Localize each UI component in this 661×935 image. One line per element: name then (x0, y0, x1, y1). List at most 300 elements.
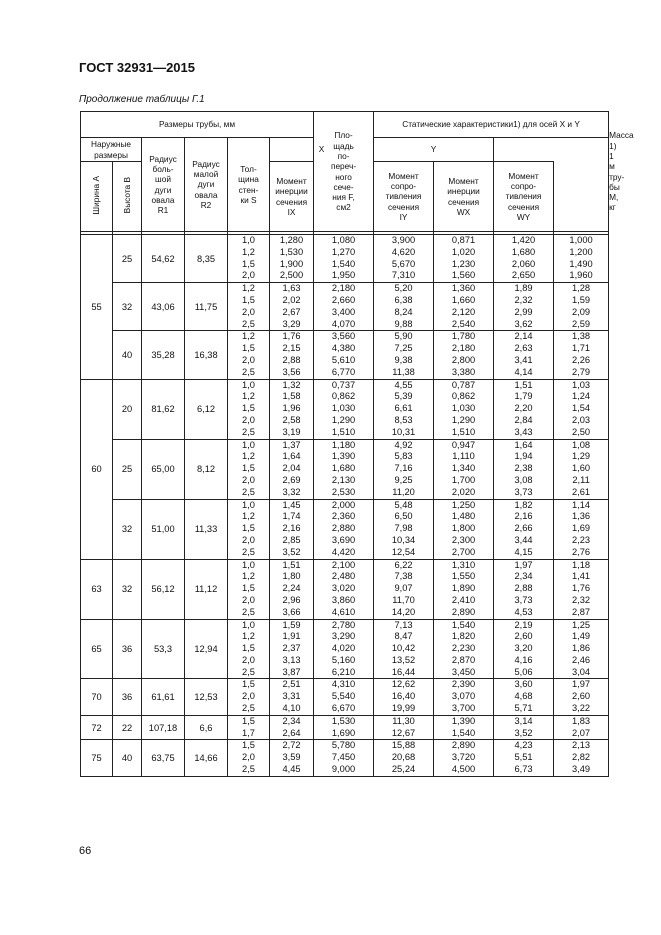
inertia-y-cell (434, 283, 494, 331)
table-row (81, 235, 609, 283)
area-cell (270, 439, 314, 499)
resistance-x-cell (374, 559, 434, 619)
header-static-characteristics: Статические характеристики1) для осей X и Y (374, 112, 609, 138)
resistance-y-cell (494, 439, 554, 499)
value: 15,88 (391, 740, 416, 751)
value: 0,862 (451, 391, 476, 402)
value: 1,36 (572, 511, 591, 522)
header-line: WX (456, 206, 471, 217)
value: 2,650 (511, 270, 536, 281)
mass-cell (554, 283, 609, 331)
header-line: шой (155, 174, 171, 185)
value: 2,660 (331, 294, 356, 305)
header-line: ния F, (332, 192, 355, 203)
value: 1,360 (451, 283, 476, 294)
value: 1,660 (451, 294, 476, 305)
value: 1,510 (451, 426, 476, 437)
section-properties-table: Размеры трубы, мм Пло- щадь по- переч- ного сече- ния F, см2 Статические характеристики1) для осей X и Y Масса 1) 1 м тру- бы M, кг Наружные размеры Радиус боль- шой дуги овала R1 Радиус малой дуги овала R2 Тол- щина стен- ки S X Y Ширина A Высота B Момент инерции сечения IX Момент сопро- тивления сечения IY Момент инерции сечения WX Момент сопро- тивления сечения WY 55 25 54,62 8,35 1,0 1,2 1,5 2,0 1,280 1,530 1,900 2,500 1,080 1,270 1,540 1,950 3,900 4,620 5,670 7,310 0,871 1,020 1,230 1,560 1,420 1,680 2,060 2,650 1,000 1,200 1,490 1,960 32 43,06 11,75 1,2 1,5 2,0 2,5 1,63 2,02 2,67 3,29 2,180 2,660 3,400 4,070 5,20 6,38 8,24 9,88 1,360 1,660 2,120 2,540 1,89 2,32 2,99 3,62 1,28 1,59 2,09 2,59 40 35,28 16,38 1,2 1,5 2,0 2,5 1,76 2,15 2,88 3,56 3,560 4,380 5,610 6,770 5,90 7,25 9,38 11,38 1,780 2,180 2,800 3,380 2,14 2,63 3,41 4,14 1,38 1,71 2,26 2,79 60 20 81,62 6,12 1,0 1,2 1,5 2,0 2,5 1,32 1,58 1,96 2,58 3,19 0,737 0,862 1,030 1,290 1,510 4,55 5,39 6,61 8,53 10,31 0,787 0,862 1,030 1,290 1,510 1,51 1,79 2,20 2,84 3,43 1,03 1,24 1,54 2,03 2,50 25 65,00 8,12 1,0 1,2 1,5 2,0 2,5 1,37 1,64 2,04 2,69 3,32 1,180 1,390 1,680 2,130 2,530 4,92 5,83 7,16 9,25 11,20 0,947 1,110 1,340 1,700 2,020 1,64 1,94 2,38 3,08 3,73 1,08 1,29 1,60 2,11 2,61 32 51,00 11,33 1,0 1,2 1,5 2,0 2,5 1,45 1,74 2,16 2,85 3,52 2,000 2,360 2,880 3,690 4,420 5,48 6,50 7,98 10,34 12,54 1,250 1,480 1,800 2,300 2,700 1,82 2,16 2,66 3,44 4,15 1,14 1,36 1,69 2,23 2,76 63 32 56,12 11,12 1,0 1,2 1,5 2,0 2,5 1,51 1,80 2,24 2,96 3,66 2,100 2,480 3,020 3,860 4,610 6,22 7,38 9,07 11,70 14,20 1,310 1,550 1,890 2,410 2,890 1,97 2,34 2,88 3,73 4,53 1,18 1,41 1,76 2,32 2,87 65 36 53,3 12,94 1,0 1,2 1,5 2,0 2,5 1,59 1,91 2,37 3,13 3,87 2,780 3,290 4,020 5,160 6,210 7,13 8,47 10,42 13,52 16,44 1,540 1,820 2,230 2,870 3,450 2,19 2,60 3,20 4,16 5,06 1,25 1,49 1,86 2,46 3,04 70 36 61,61 12,53 1,5 2,0 2,5 2,51 3,31 4,10 4,310 5,540 6,670 12,62 16,40 19,99 2,390 3,070 3,700 3,60 4,68 5,71 1,97 2,60 3,22 72 22 107,18 6,6 1,5 1,7 2,34 2,64 1,530 1,690 11,30 12,67 1,390 1,540 3,14 3,52 1,83 2,07 75 40 63,75 14,66 1,5 2,0 2,5 2,72 3,59 4,45 5,780 7,450 9,000 15,88 20,68 25,24 2,890 3,720 4,500 4,23 5,51 6,73 2,13 2,82 3,49 (80, 111, 609, 777)
width-cell: 63 (81, 559, 113, 619)
value: 1,960 (569, 270, 593, 281)
inertia-y-cell (434, 331, 494, 379)
value: 1,58 (282, 391, 301, 402)
header-radius-small (185, 138, 228, 232)
value: 3,04 (572, 666, 591, 677)
resistance-x-cell (374, 740, 434, 776)
inertia-y-cell (434, 559, 494, 619)
value: 2,0 (242, 691, 255, 702)
value: 1,2 (242, 331, 255, 342)
value: 1,97 (514, 559, 533, 570)
value: 1,59 (282, 619, 301, 630)
header-height: Высота B (113, 162, 142, 232)
value: 3,31 (282, 691, 301, 702)
value: 10,34 (391, 534, 416, 545)
height-cell: 36 (113, 619, 142, 679)
value: 1,76 (282, 331, 301, 342)
value: 1,32 (282, 379, 301, 390)
value: 2,800 (451, 354, 476, 365)
header-line: сечения (387, 201, 420, 212)
inertia-x-cell (314, 679, 374, 715)
value: 10,42 (391, 643, 416, 654)
value: 16,44 (391, 666, 416, 677)
area-cell (270, 283, 314, 331)
radius-big-cell: 53,3 (142, 619, 185, 679)
value: 2,870 (451, 654, 476, 665)
value: 2,000 (331, 499, 356, 510)
value: 1,51 (282, 559, 301, 570)
value: 2,60 (572, 691, 591, 702)
header-axis-x: X (270, 138, 374, 162)
table-row (81, 379, 609, 439)
value: 2,76 (572, 546, 591, 557)
value: 1,97 (572, 679, 591, 690)
value: 3,560 (331, 331, 356, 342)
value: 0,862 (331, 391, 356, 402)
value: 4,070 (331, 318, 356, 329)
value: 2,13 (572, 740, 591, 751)
value: 1,69 (572, 523, 591, 534)
value: 2,120 (451, 306, 476, 317)
value: 13,52 (391, 654, 416, 665)
value: 7,98 (394, 523, 413, 534)
resistance-y-cell (494, 619, 554, 679)
value: 1,0 (242, 619, 255, 630)
value: 3,87 (282, 666, 301, 677)
value: 1,5 (242, 294, 255, 305)
value: 1,63 (282, 283, 301, 294)
radius-small-cell: 8,12 (185, 439, 228, 499)
value: 2,060 (511, 258, 536, 269)
table-row (81, 331, 609, 379)
value: 5,83 (394, 451, 413, 462)
value: 2,5 (242, 426, 255, 437)
value: 4,15 (514, 546, 533, 557)
header-line: малой (193, 169, 219, 180)
value: 1,08 (572, 439, 591, 450)
mass-cell (554, 679, 609, 715)
value: 3,690 (331, 534, 356, 545)
value: 4,500 (451, 764, 476, 775)
header-line: Тол- (240, 163, 257, 174)
value: 11,20 (392, 486, 415, 497)
value: 3,60 (514, 679, 533, 690)
thickness-cell (228, 439, 270, 499)
value: 1,5 (242, 523, 255, 534)
width-cell: 72 (81, 715, 113, 740)
value: 2,890 (451, 740, 476, 751)
value: 1,290 (451, 414, 476, 425)
value: 2,09 (572, 306, 591, 317)
table-row (81, 715, 609, 740)
header-line: переч- (330, 161, 357, 172)
value: 7,25 (394, 343, 413, 354)
header-line: по- (337, 150, 350, 161)
table-row (81, 559, 609, 619)
value: 2,61 (572, 486, 591, 497)
value: 1,310 (451, 559, 476, 570)
value: 1,76 (572, 583, 591, 594)
value: 1,950 (331, 270, 356, 281)
header-line: Момент (448, 175, 479, 186)
value: 1,890 (451, 583, 476, 594)
value: 1,37 (282, 439, 301, 450)
height-cell: 20 (113, 379, 142, 439)
value: 1,51 (514, 379, 533, 390)
value: 2,04 (282, 463, 301, 474)
value: 1,5 (242, 740, 255, 751)
value: 1,24 (572, 391, 591, 402)
value: 8,24 (394, 306, 413, 317)
header-moment-resistance-x (374, 162, 434, 232)
value: 2,24 (282, 583, 301, 594)
value: 7,310 (391, 270, 416, 281)
table-row (81, 679, 609, 715)
value: 2,500 (279, 270, 304, 281)
value: 1,38 (572, 331, 591, 342)
value: 1,7 (242, 727, 255, 738)
value: 12,62 (391, 679, 416, 690)
value: 6,73 (514, 764, 533, 775)
value: 9,38 (394, 354, 413, 365)
value: 2,26 (572, 354, 591, 365)
value: 4,10 (282, 703, 301, 714)
header-line: сопро- (510, 181, 537, 192)
value: 7,13 (394, 619, 413, 630)
header-pipe-sizes: Размеры трубы, мм (81, 112, 314, 138)
header-line: инерции (447, 186, 480, 197)
value: 3,19 (282, 426, 301, 437)
radius-small-cell: 16,38 (185, 331, 228, 379)
value: 1,91 (282, 631, 301, 642)
inertia-x-cell (314, 715, 374, 740)
value: 3,49 (572, 764, 591, 775)
value: 1,74 (282, 511, 301, 522)
document-code: ГОСТ 32931—2015 (79, 60, 195, 75)
mass-cell (554, 235, 609, 283)
value: 1,030 (451, 403, 476, 414)
value: 2,5 (242, 486, 255, 497)
value: 3,860 (331, 594, 356, 605)
value: 1,82 (514, 499, 533, 510)
header-moment-inertia-x (270, 162, 314, 232)
resistance-x-cell (374, 379, 434, 439)
area-cell (270, 740, 314, 776)
value: 2,87 (572, 606, 591, 617)
height-cell: 25 (113, 439, 142, 499)
value: 2,16 (282, 523, 301, 534)
value: 2,82 (572, 752, 591, 763)
radius-small-cell: 14,66 (185, 740, 228, 776)
value: 2,360 (331, 511, 356, 522)
value: 1,030 (331, 403, 356, 414)
resistance-y-cell (494, 499, 554, 559)
value: 6,61 (394, 403, 413, 414)
value: 10,31 (391, 426, 416, 437)
height-cell: 32 (113, 283, 142, 331)
resistance-y-cell (494, 331, 554, 379)
value: 2,020 (451, 486, 476, 497)
value: 2,0 (242, 306, 255, 317)
value: 1,800 (451, 523, 476, 534)
table-row (81, 740, 609, 776)
header-line: ного (335, 171, 352, 182)
value: 4,310 (331, 679, 356, 690)
area-cell (270, 559, 314, 619)
value: 2,85 (282, 534, 301, 545)
mass-cell (554, 619, 609, 679)
value: 1,270 (331, 246, 356, 257)
value: 7,450 (331, 752, 356, 763)
value: 1,25 (572, 619, 591, 630)
value: 2,34 (282, 715, 301, 726)
value: 14,20 (391, 606, 416, 617)
value: 11,70 (392, 594, 415, 605)
area-cell (270, 331, 314, 379)
value: 2,66 (514, 523, 533, 534)
resistance-y-cell (494, 379, 554, 439)
value: 3,13 (282, 654, 301, 665)
value: 2,5 (242, 318, 255, 329)
mass-cell (554, 439, 609, 499)
radius-big-cell: 63,75 (142, 740, 185, 776)
radius-big-cell: 107,18 (142, 715, 185, 740)
header-line: IX (287, 206, 296, 217)
thickness-cell (228, 619, 270, 679)
value: 4,14 (514, 366, 533, 377)
value: 3,14 (514, 715, 533, 726)
resistance-x-cell (374, 715, 434, 740)
value: 2,72 (282, 740, 301, 751)
value: 1,64 (282, 451, 301, 462)
resistance-x-cell (374, 679, 434, 715)
area-cell (270, 499, 314, 559)
value: 3,52 (514, 727, 533, 738)
value: 2,880 (331, 523, 356, 534)
value: 3,400 (331, 306, 356, 317)
resistance-y-cell (494, 740, 554, 776)
width-cell: 75 (81, 740, 113, 776)
inertia-y-cell (434, 439, 494, 499)
header-line: дуги (197, 179, 215, 190)
value: 2,38 (514, 463, 533, 474)
thickness-cell (228, 559, 270, 619)
value: 3,62 (514, 318, 533, 329)
value: 6,50 (394, 511, 413, 522)
value: 1,420 (511, 235, 536, 245)
value: 3,32 (282, 486, 301, 497)
value: 1,690 (331, 727, 356, 738)
value: 2,07 (572, 727, 591, 738)
header-line: Момент (508, 170, 539, 181)
value: 2,88 (514, 583, 533, 594)
thickness-cell (228, 679, 270, 715)
radius-small-cell: 12,94 (185, 619, 228, 679)
value: 1,5 (242, 583, 255, 594)
value: 3,73 (514, 594, 533, 605)
value: 1,490 (569, 258, 593, 269)
value: 1,480 (451, 511, 476, 522)
value: 5,610 (331, 354, 356, 365)
header-line: Момент (388, 170, 419, 181)
value: 2,03 (572, 414, 591, 425)
value: 1,79 (514, 391, 533, 402)
radius-big-cell: 35,28 (142, 331, 185, 379)
value: 0,871 (451, 235, 476, 245)
inertia-x-cell (314, 331, 374, 379)
header-line: см2 (336, 202, 351, 213)
value: 1,080 (331, 235, 356, 245)
inertia-y-cell (434, 379, 494, 439)
value: 1,83 (572, 715, 591, 726)
value: 3,56 (282, 366, 301, 377)
value: 1,680 (511, 246, 536, 257)
value: 1,0 (242, 235, 255, 245)
value: 9,000 (331, 764, 356, 775)
value: 1,530 (279, 246, 304, 257)
height-cell: 36 (113, 679, 142, 715)
table-caption: Продолжение таблицы Г.1 (79, 94, 205, 105)
value: 1,86 (572, 643, 591, 654)
value: 1,540 (451, 727, 476, 738)
header-line: ки S (240, 194, 257, 205)
value: 2,5 (242, 546, 255, 557)
value: 2,180 (451, 343, 476, 354)
value: 1,49 (572, 631, 591, 642)
value: 5,90 (394, 331, 413, 342)
value: 4,55 (394, 379, 413, 390)
width-cell: 55 (81, 235, 113, 380)
value: 7,16 (394, 463, 413, 474)
value: 3,20 (514, 643, 533, 654)
value: 1,0 (242, 439, 255, 450)
header-line: тивления (505, 191, 542, 202)
page-number: 66 (79, 845, 92, 857)
value: 2,5 (242, 606, 255, 617)
width-cell: 60 (81, 379, 113, 559)
mass-cell (554, 379, 609, 439)
value: 2,46 (572, 654, 591, 665)
value: 2,64 (282, 727, 301, 738)
value: 2,300 (451, 534, 476, 545)
value: 2,23 (572, 534, 591, 545)
area-cell (270, 235, 314, 283)
value: 1,000 (569, 235, 593, 245)
value: 2,32 (514, 294, 533, 305)
height-cell: 25 (113, 235, 142, 283)
value: 2,16 (514, 511, 533, 522)
resistance-x-cell (374, 439, 434, 499)
mass-cell (554, 740, 609, 776)
header-radius-big (142, 138, 185, 232)
inertia-y-cell (434, 499, 494, 559)
inertia-x-cell (314, 235, 374, 283)
header-area (314, 112, 374, 232)
value: 9,07 (394, 583, 413, 594)
thickness-cell (228, 715, 270, 740)
value: 1,560 (451, 270, 476, 281)
value: 3,29 (282, 318, 301, 329)
resistance-x-cell (374, 499, 434, 559)
height-cell: 32 (113, 499, 142, 559)
value: 5,160 (331, 654, 356, 665)
value: 1,2 (242, 511, 255, 522)
value: 2,67 (282, 306, 301, 317)
value: 12,67 (391, 727, 416, 738)
radius-small-cell: 11,33 (185, 499, 228, 559)
value: 2,530 (331, 486, 356, 497)
value: 5,51 (514, 752, 533, 763)
value: 1,2 (242, 571, 255, 582)
header-line: овала (151, 194, 175, 205)
thickness-cell (228, 499, 270, 559)
inertia-x-cell (314, 499, 374, 559)
value: 3,66 (282, 606, 301, 617)
value: 2,5 (242, 703, 255, 714)
value: 5,39 (394, 391, 413, 402)
value: 7,38 (394, 571, 413, 582)
thickness-cell (228, 235, 270, 283)
value: 2,19 (514, 619, 533, 630)
value: 2,410 (451, 594, 476, 605)
value: 1,18 (572, 559, 591, 570)
value: 2,100 (331, 559, 356, 570)
resistance-x-cell (374, 235, 434, 283)
value: 0,947 (451, 439, 476, 450)
value: 1,89 (514, 283, 533, 294)
value: 12,54 (391, 546, 416, 557)
value: 25,24 (391, 764, 416, 775)
value: 2,11 (572, 474, 590, 485)
value: 1,2 (242, 451, 255, 462)
inertia-x-cell (314, 559, 374, 619)
value: 1,530 (331, 715, 356, 726)
value: 5,48 (394, 499, 413, 510)
value: 2,96 (282, 594, 301, 605)
value: 4,380 (331, 343, 356, 354)
resistance-y-cell (494, 715, 554, 740)
header-line: щадь (333, 140, 354, 151)
mass-cell (554, 559, 609, 619)
header-moment-inertia-y (434, 162, 494, 232)
value: 5,20 (394, 283, 413, 294)
value: 2,58 (282, 414, 301, 425)
value: 1,230 (451, 258, 476, 269)
value: 6,770 (331, 366, 356, 377)
height-cell: 22 (113, 715, 142, 740)
value: 1,020 (451, 246, 476, 257)
value: 2,0 (242, 474, 255, 485)
